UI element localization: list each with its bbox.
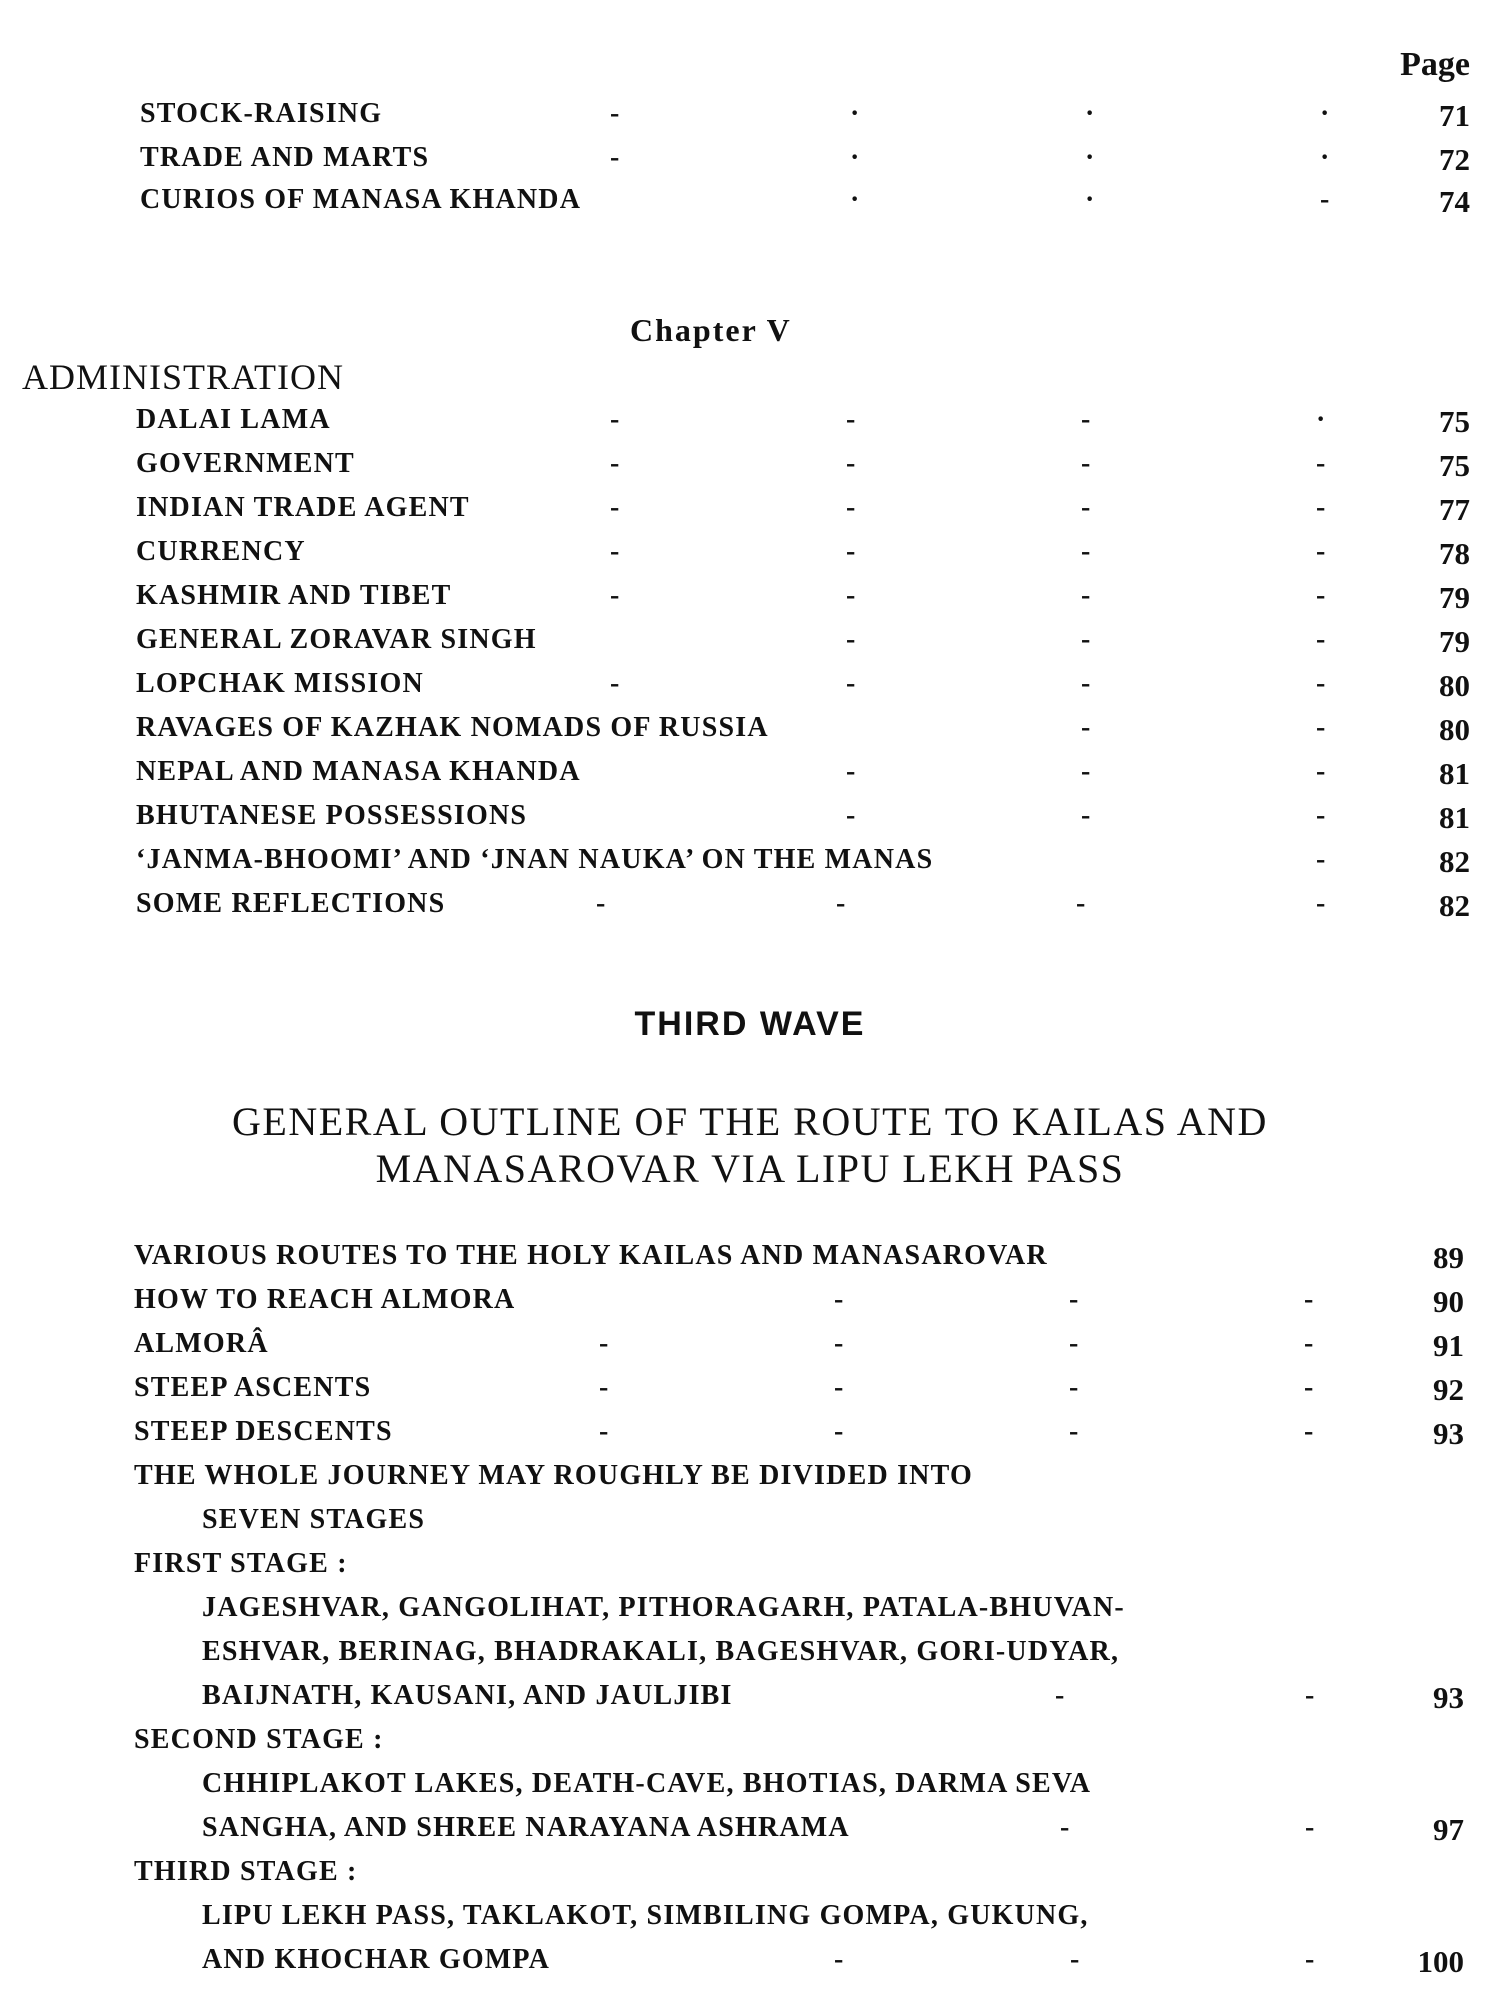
leader-dash: - [846, 448, 856, 479]
toc-entry-title: SOME REFLECTIONS [136, 888, 446, 919]
toc-entry-page: 91 [1433, 1328, 1464, 1363]
toc-entry [140, 184, 1470, 224]
toc-entry-title: ALMORÂ [134, 1328, 269, 1359]
leader-dash: - [1316, 624, 1326, 655]
toc-entry-page: 80 [1439, 668, 1470, 703]
leader-dash: - [1069, 1372, 1079, 1403]
leader-dash: - [1069, 1284, 1079, 1315]
toc-entry-title: STOCK-RAISING [140, 98, 383, 129]
toc-entry-page: 77 [1439, 492, 1470, 527]
toc-entry [136, 580, 1470, 620]
toc-entry [136, 404, 1470, 444]
leader-dash: - [834, 1372, 844, 1403]
toc-entry-title: INDIAN TRADE AGENT [136, 492, 470, 523]
leader-dash: - [1320, 184, 1330, 215]
leader-dash: · [1085, 184, 1095, 215]
toc-entry-page: 81 [1439, 800, 1470, 835]
leader-dash: - [1069, 1416, 1079, 1447]
toc-entry-page: 75 [1439, 404, 1470, 439]
toc-entry-page: 71 [1439, 98, 1470, 133]
stage-line-text: AND KHOCHAR GOMPA [202, 1944, 551, 1975]
leader-dash: · [850, 98, 860, 129]
leader-dash: - [1081, 668, 1091, 699]
leader-dash: · [1085, 142, 1095, 173]
toc-entry-page: 72 [1439, 142, 1470, 177]
leader-dash: - [1316, 712, 1326, 743]
toc-entry-title: CURIOS OF MANASA KHANDA [140, 184, 582, 215]
leader-dash: - [836, 888, 846, 919]
stage-line [202, 1900, 1464, 1940]
page-column-heading: Page [1400, 46, 1470, 83]
leader-dash: - [610, 98, 620, 129]
toc-entry-title: GOVERNMENT [136, 448, 355, 479]
toc-entry [134, 1240, 1464, 1280]
toc-entry [136, 712, 1470, 752]
leader-dash: - [834, 1944, 844, 1975]
leader-dash: - [610, 404, 620, 435]
toc-entry-page: 80 [1439, 712, 1470, 747]
leader-dash: - [1304, 1328, 1314, 1359]
toc-entry-page: 81 [1439, 756, 1470, 791]
leader-dash: - [846, 536, 856, 567]
toc-entry-title: LOPCHAK MISSION [136, 668, 424, 699]
stage-line-text: CHHIPLAKOT LAKES, DEATH-CAVE, BHOTIAS, DARMA SEVA [202, 1768, 1092, 1799]
stage-heading-text: FIRST STAGE : [134, 1548, 348, 1579]
toc-entry-page: 78 [1439, 536, 1470, 571]
toc-entry-page: 100 [1417, 1944, 1464, 1979]
leader-dash: - [1316, 448, 1326, 479]
toc-entry-page: 74 [1439, 184, 1470, 219]
leader-dash: - [599, 1372, 609, 1403]
leader-dash: - [610, 668, 620, 699]
leader-dash: - [610, 580, 620, 611]
toc-entry [136, 536, 1470, 576]
toc-entry [136, 844, 1470, 884]
leader-dash: - [1070, 1944, 1080, 1975]
leader-dash: · [1085, 98, 1095, 129]
toc-entry-title: CURRENCY [136, 536, 306, 567]
leader-dash: - [1069, 1328, 1079, 1359]
toc-entry [134, 1416, 1464, 1456]
leader-dash: - [1081, 712, 1091, 743]
stage-heading-text: SECOND STAGE : [134, 1724, 384, 1755]
leader-dash: - [599, 1328, 609, 1359]
leader-dash: - [1316, 844, 1326, 875]
toc-entry [134, 1372, 1464, 1412]
leader-dash: - [1305, 1680, 1315, 1711]
leader-dash: - [1081, 492, 1091, 523]
toc-entry-title: HOW TO REACH ALMORA [134, 1284, 516, 1315]
leader-dash: - [846, 404, 856, 435]
toc-entry [134, 1284, 1464, 1324]
leader-dash: - [1305, 1812, 1315, 1843]
toc-entry [136, 756, 1470, 796]
toc-entry-title: STEEP DESCENTS [134, 1416, 393, 1447]
toc-entry-page: 89 [1433, 1240, 1464, 1275]
stage-line [202, 1812, 1464, 1852]
outline-title-line2: MANASAROVAR VIA LIPU LEKH PASS [375, 1146, 1125, 1191]
leader-dash: - [1316, 800, 1326, 831]
toc-entry-title: NEPAL AND MANASA KHANDA [136, 756, 581, 787]
stage-line [202, 1680, 1464, 1720]
leader-dash: - [1316, 536, 1326, 567]
leader-dash: - [610, 536, 620, 567]
leader-dash: - [846, 624, 856, 655]
toc-entry [140, 98, 1470, 138]
journey-intro [134, 1460, 1464, 1500]
toc-entry-title: BHUTANESE POSSESSIONS [136, 800, 528, 831]
stage-line [202, 1636, 1464, 1676]
leader-dash: · [1320, 98, 1330, 129]
toc-entry-title: TRADE AND MARTS [140, 142, 430, 173]
toc-entry-page: 93 [1433, 1680, 1464, 1715]
toc-entry-page: 82 [1439, 888, 1470, 923]
stage-line-text: JAGESHVAR, GANGOLIHAT, PITHORAGARH, PATALA-BHUVAN- [202, 1592, 1125, 1623]
leader-dash: - [1305, 1944, 1315, 1975]
leader-dash: · [1316, 404, 1326, 435]
leader-dash: - [834, 1416, 844, 1447]
chapter-heading: Chapter V [630, 312, 792, 348]
stage-line [202, 1944, 1464, 1984]
leader-dash: - [846, 756, 856, 787]
leader-dash: - [1081, 448, 1091, 479]
toc-entry [136, 800, 1470, 840]
toc-entry-title: ‘JANMA-BHOOMI’ AND ‘JNAN NAUKA’ ON THE MANAS [136, 844, 934, 875]
journey-intro-cont [202, 1504, 1464, 1544]
toc-entry [136, 888, 1470, 928]
toc-entry-page: 75 [1439, 448, 1470, 483]
toc-entry-page: 92 [1433, 1372, 1464, 1407]
stage-line-text: ESHVAR, BERINAG, BHADRAKALI, BAGESHVAR, GORI-UDYAR, [202, 1636, 1120, 1667]
toc-entry-title: DALAI LAMA [136, 404, 331, 435]
leader-dash: - [596, 888, 606, 919]
leader-dash: · [1320, 142, 1330, 173]
toc-entry [134, 1328, 1464, 1368]
toc-entry-title: STEEP ASCENTS [134, 1372, 372, 1403]
toc-entry-page: 97 [1433, 1812, 1464, 1847]
stage-line [202, 1592, 1464, 1632]
leader-dash: - [610, 492, 620, 523]
leader-dash: - [1081, 580, 1091, 611]
leader-dash: - [846, 580, 856, 611]
toc-entry-title: KASHMIR AND TIBET [136, 580, 452, 611]
stage-heading [134, 1856, 1464, 1896]
leader-dash: - [1316, 668, 1326, 699]
toc-entry [136, 492, 1470, 532]
journey-intro-line1: THE WHOLE JOURNEY MAY ROUGHLY BE DIVIDED INTO [134, 1460, 973, 1491]
leader-dash: - [1060, 1812, 1070, 1843]
leader-dash: - [846, 800, 856, 831]
leader-dash: - [1316, 756, 1326, 787]
leader-dash: · [850, 184, 860, 215]
toc-entry-page: 79 [1439, 624, 1470, 659]
leader-dash: - [1081, 800, 1091, 831]
toc-entry [136, 668, 1470, 708]
leader-dash: - [1081, 404, 1091, 435]
leader-dash: - [1316, 492, 1326, 523]
leader-dash: - [846, 668, 856, 699]
leader-dash: - [1055, 1680, 1065, 1711]
toc-entry-page: 90 [1433, 1284, 1464, 1319]
leader-dash: - [1076, 888, 1086, 919]
leader-dash: - [1316, 580, 1326, 611]
toc-entry-page: 79 [1439, 580, 1470, 615]
leader-dash: - [1081, 624, 1091, 655]
section-title: ADMINISTRATION [22, 357, 344, 397]
stage-heading [134, 1548, 1464, 1588]
leader-dash: - [1304, 1416, 1314, 1447]
leader-dash: - [834, 1284, 844, 1315]
leader-dash: - [1304, 1372, 1314, 1403]
leader-dash: - [610, 142, 620, 173]
leader-dash: · [850, 142, 860, 173]
toc-entry [136, 624, 1470, 664]
stage-line [202, 1768, 1464, 1808]
stage-line-text: BAIJNATH, KAUSANI, AND JAULJIBI [202, 1680, 733, 1711]
stage-line-text: LIPU LEKH PASS, TAKLAKOT, SIMBILING GOMPA, GUKUNG, [202, 1900, 1089, 1931]
leader-dash: - [1316, 888, 1326, 919]
toc-entry [136, 448, 1470, 488]
outline-title-line1: GENERAL OUTLINE OF THE ROUTE TO KAILAS AND [232, 1099, 1268, 1144]
leader-dash: - [834, 1328, 844, 1359]
leader-dash: - [599, 1416, 609, 1447]
leader-dash: - [1304, 1284, 1314, 1315]
toc-entry-page: 82 [1439, 844, 1470, 879]
leader-dash: - [846, 492, 856, 523]
leader-dash: - [610, 448, 620, 479]
leader-dash: - [1081, 536, 1091, 567]
stage-heading [134, 1724, 1464, 1764]
wave-title: THIRD WAVE [634, 1005, 866, 1043]
toc-entry-title: RAVAGES OF KAZHAK NOMADS OF RUSSIA [136, 712, 769, 743]
stage-heading-text: THIRD STAGE : [134, 1856, 358, 1887]
toc-entry [140, 142, 1470, 182]
toc-entry-page: 93 [1433, 1416, 1464, 1451]
toc-entry-title: VARIOUS ROUTES TO THE HOLY KAILAS AND MANASAROVAR [134, 1240, 1048, 1271]
journey-intro-line2: SEVEN STAGES [202, 1504, 426, 1535]
toc-entry-title: GENERAL ZORAVAR SINGH [136, 624, 537, 655]
leader-dash: - [1081, 756, 1091, 787]
stage-line-text: SANGHA, AND SHREE NARAYANA ASHRAMA [202, 1812, 850, 1843]
